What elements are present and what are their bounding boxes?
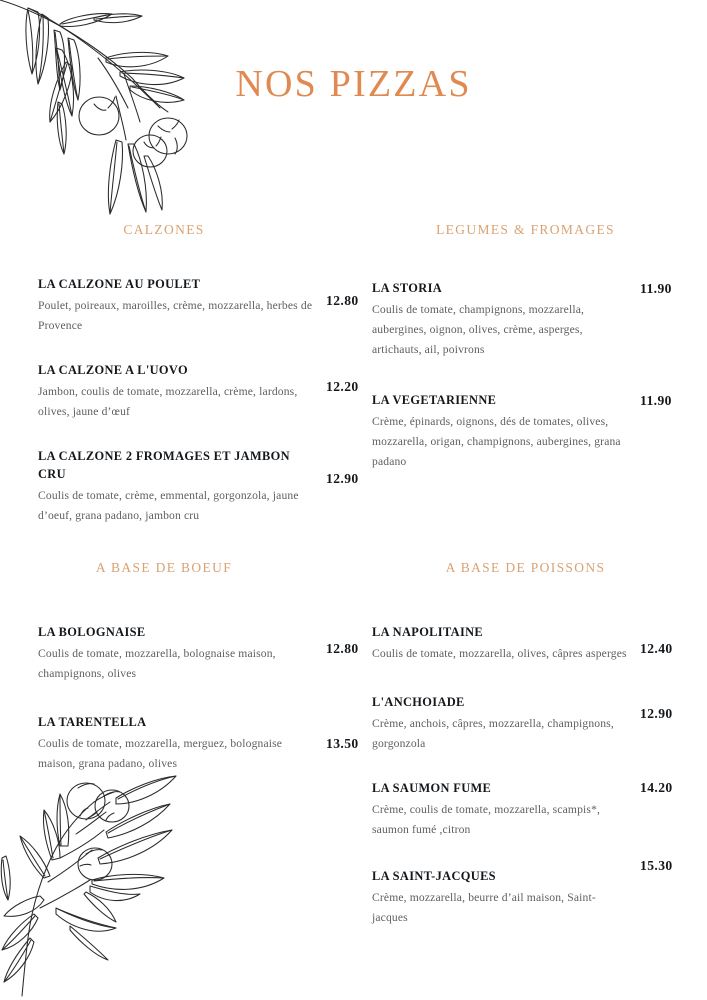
menu-item-price: 11.90	[640, 392, 672, 408]
menu-column-base-de-boeuf	[0, 560, 360, 952]
menu-item[interactable]	[38, 624, 359, 684]
menu-item-price: 12.20	[326, 378, 359, 394]
menu-item-description: Coulis de tomate, champignons, mozzarella, aubergines, oignon, olives, crème, asperges, artichauts, ail, poivrons	[372, 302, 585, 356]
menu-column-legumes-fromages	[360, 222, 707, 552]
menu-item-description: Coulis de tomate, crème, emmental, gorgonzola, jaune d’oeuf, grana padano, jambon cru	[38, 488, 299, 522]
menu-item-price: 12.80	[326, 641, 359, 656]
menu-item[interactable]	[38, 714, 359, 774]
item-list-calzones	[38, 276, 359, 526]
section-heading-base-de-poissons: A BASE DE POISSONS	[445, 560, 606, 575]
menu-item[interactable]	[372, 280, 697, 360]
menu-item-description: Crème, anchois, câpres, mozzarella, champignons, gorgonzola	[372, 716, 614, 750]
menu-item-description: Jambon, coulis de tomate, mozzarella, crème, lardons, olives, jaune d’œuf	[38, 384, 298, 418]
menu-item[interactable]	[38, 362, 359, 422]
olive-branch-top-left-illustration	[0, 0, 238, 216]
menu-item-price: 13.50	[326, 735, 359, 751]
menu-item-description: Coulis de tomate, mozzarella, bolognaise maison, champignons, olives	[38, 646, 276, 680]
menu-item-name: LA SAINT-JACQUES	[372, 868, 496, 883]
menu-item-name: L'ANCHOIADE	[372, 694, 465, 709]
menu-item-description: Crème, épinards, oignons, dés de tomates, olives, mozzarella, origan, champignons, aubergines, grana padano	[372, 414, 621, 468]
menu-item-name: LA CALZONE 2 FROMAGES ET JAMBON CRU	[38, 448, 290, 481]
section-heading-legumes-fromages: LEGUMES & FROMAGES	[436, 222, 615, 237]
menu-item-price: 14.20	[640, 779, 673, 795]
menu-item-description: Crème, mozzarella, beurre d’ail maison, Saint- jacques	[372, 890, 596, 924]
menu-item-name: LA CALZONE A L'UOVO	[38, 362, 188, 377]
menu-item-name: LA BOLOGNAISE	[38, 625, 146, 639]
menu-item-price: 11.90	[640, 281, 672, 296]
menu-item[interactable]	[38, 276, 359, 336]
menu-section-row-1	[0, 222, 707, 552]
menu-item-price: 15.30	[640, 857, 673, 873]
item-list-legumes-fromages	[372, 280, 697, 472]
menu-item-description: Coulis de tomate, mozzarella, olives, câpres asperges	[372, 646, 627, 660]
menu-item-price: 12.90	[640, 705, 673, 721]
menu-item[interactable]	[372, 857, 697, 928]
menu-item-price: 12.90	[326, 470, 359, 486]
menu-item-description: Coulis de tomate, mozzarella, merguez, bolognaise maison, grana padano, olives	[38, 736, 283, 770]
menu-item-name: LA STORIA	[372, 281, 443, 295]
menu-item-name: LA CALZONE AU POULET	[38, 277, 201, 291]
section-heading-base-de-boeuf: A BASE DE BOEUF	[95, 560, 233, 575]
menu-item[interactable]	[372, 624, 697, 664]
menu-item-description: Crème, coulis de tomate, mozzarella, scampis*, saumon fumé ,citron	[372, 802, 601, 836]
menu-item-price: 12.40	[640, 641, 673, 656]
menu-section-row-2	[0, 560, 707, 952]
menu-item[interactable]	[372, 694, 697, 754]
menu-item-name: LA VEGETARIENNE	[372, 392, 497, 407]
menu-item-name: LA SAUMON FUME	[372, 780, 492, 795]
menu-item[interactable]	[38, 448, 359, 526]
menu-item-price: 12.80	[326, 293, 359, 308]
menu-column-calzones	[0, 222, 360, 552]
menu-column-base-de-poissons	[360, 560, 707, 952]
menu-item-name: LA TARENTELLA	[38, 714, 147, 729]
menu-item[interactable]	[372, 392, 697, 472]
page-title: NOS PIZZAS	[235, 63, 472, 105]
item-list-base-de-poissons	[372, 624, 697, 928]
menu-item-description: Poulet, poireaux, maroilles, crème, mozzarella, herbes de Provence	[38, 298, 313, 332]
menu-item-name: LA NAPOLITAINE	[372, 625, 484, 639]
section-heading-calzones: CALZONES	[123, 222, 205, 237]
menu-item[interactable]	[372, 780, 697, 840]
item-list-base-de-boeuf	[38, 624, 359, 774]
